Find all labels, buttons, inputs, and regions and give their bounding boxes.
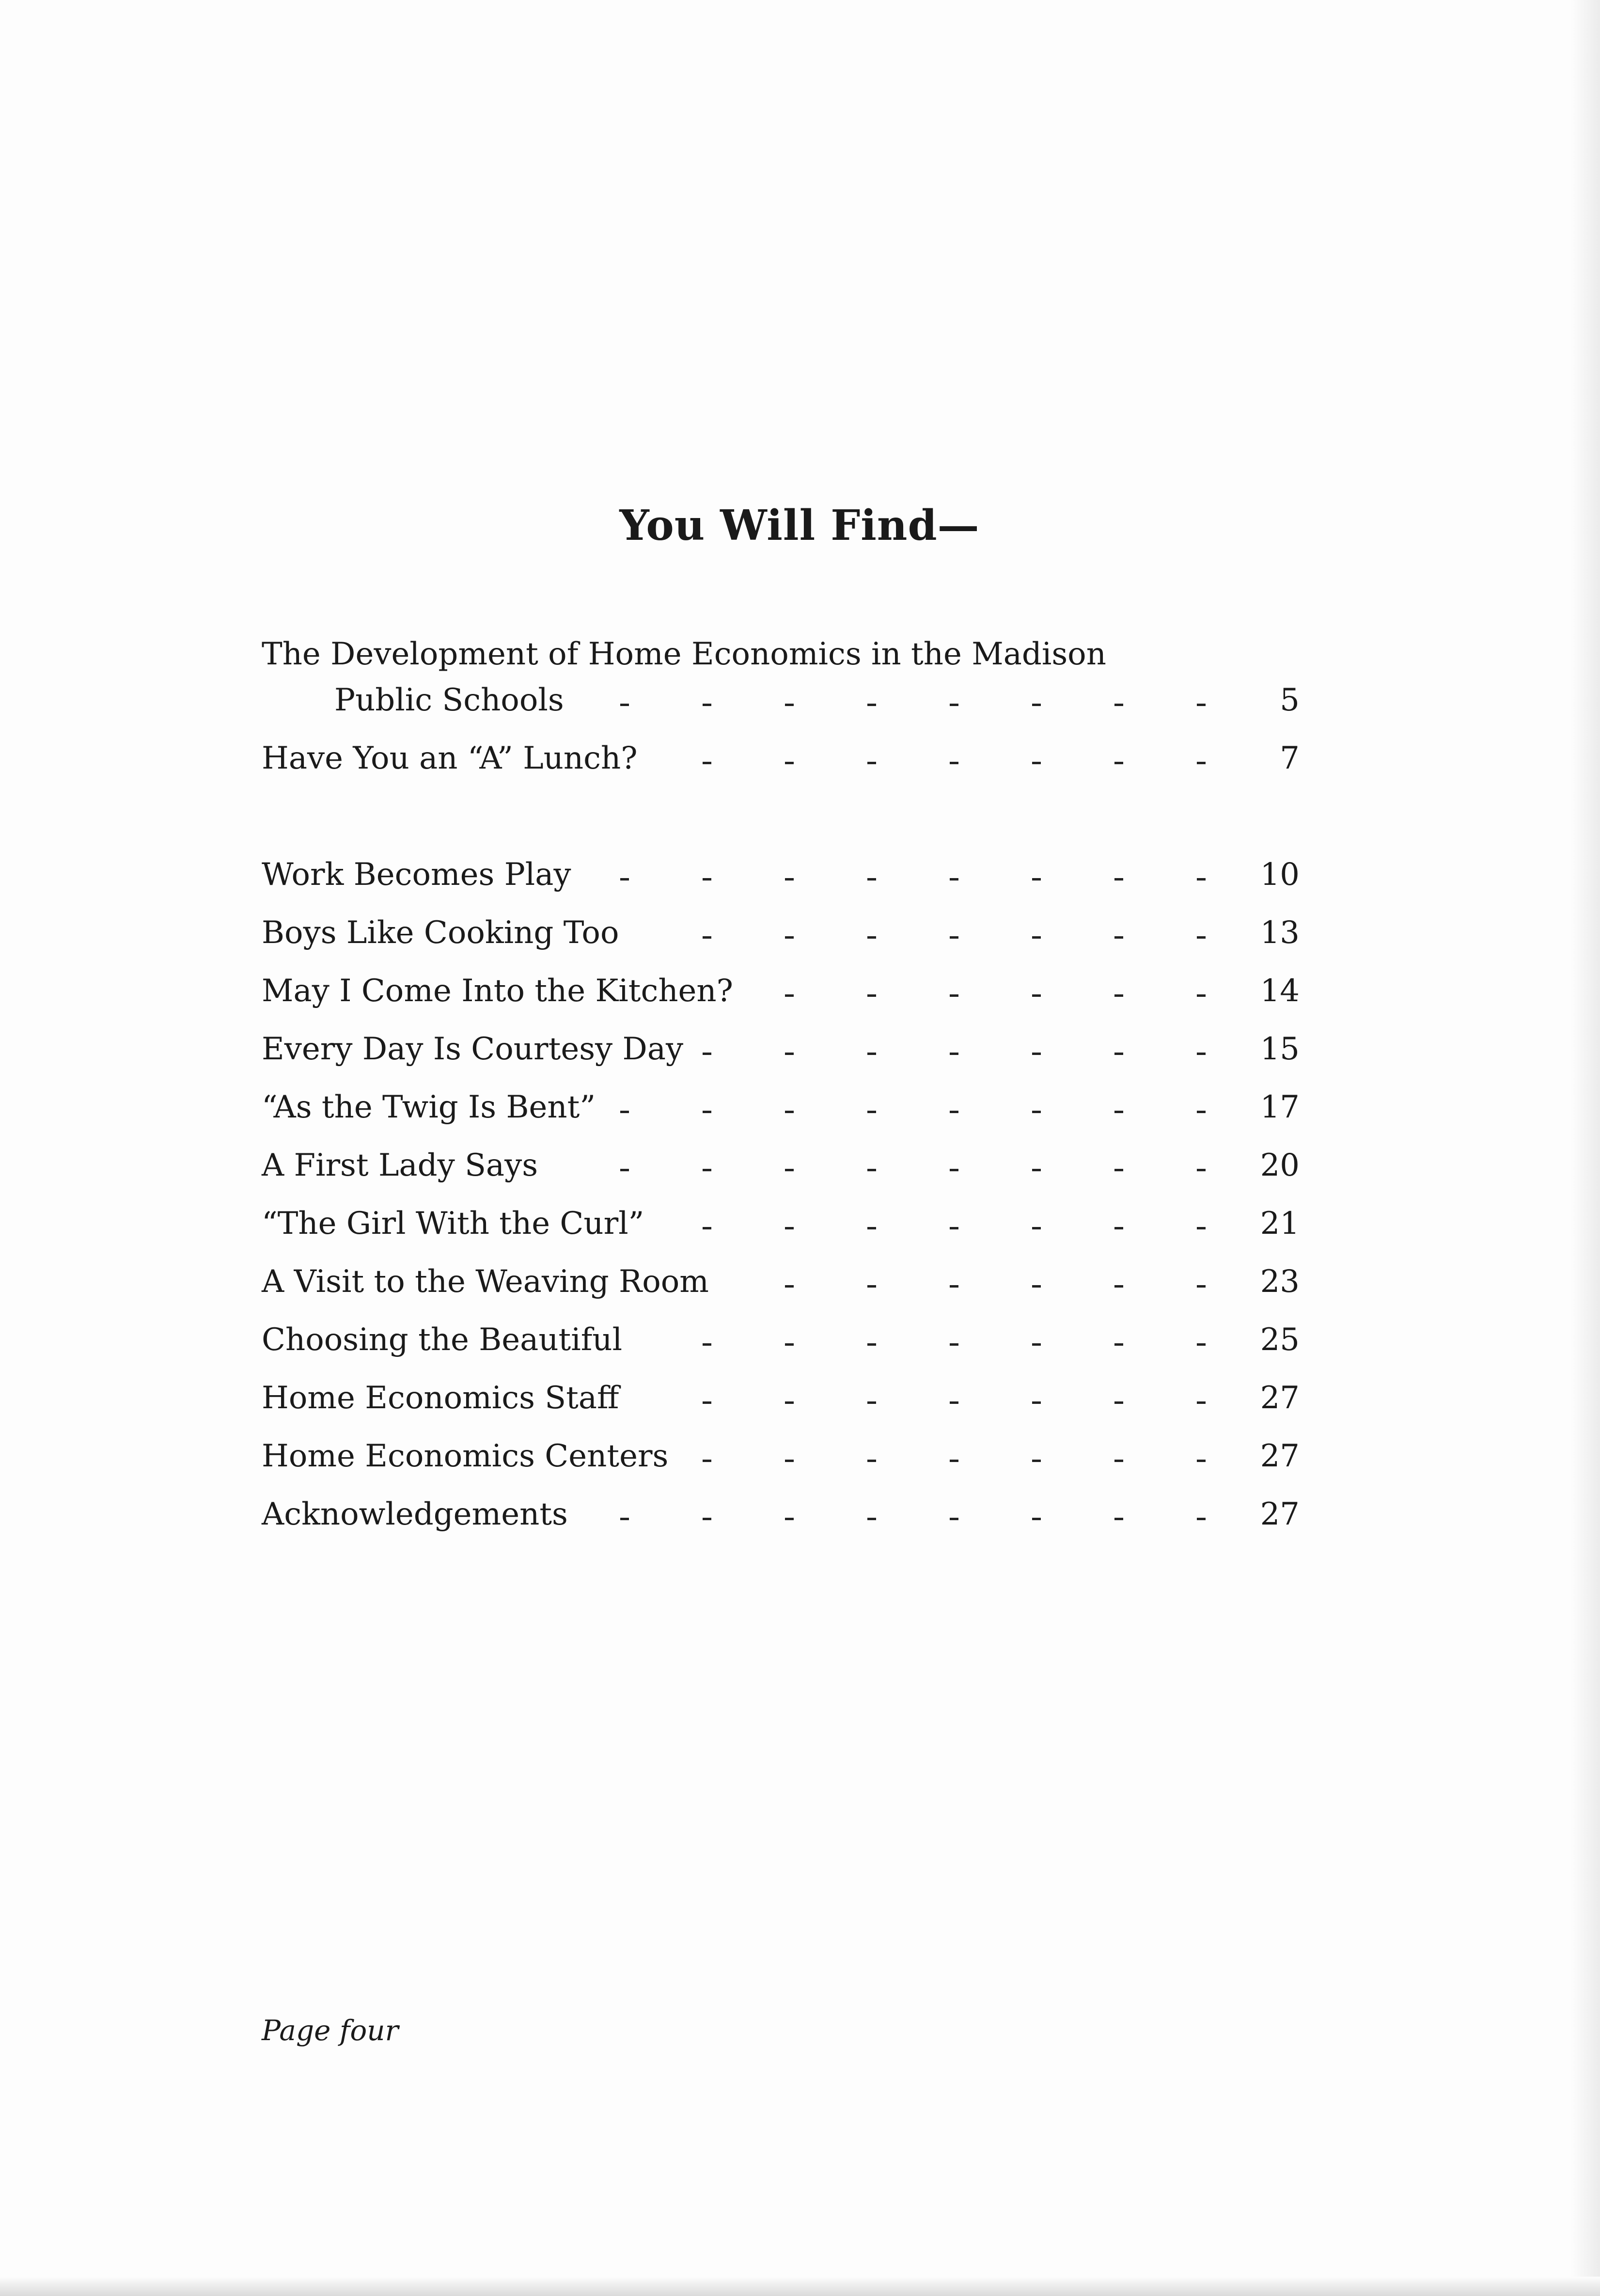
toc-entry-page-number: 15 — [1260, 1031, 1300, 1067]
leader-dash — [1114, 1401, 1123, 1404]
toc-entry-title: Work Becomes Play — [262, 857, 571, 893]
page-footer: Page four — [262, 2014, 399, 2047]
leader-dash — [620, 1169, 629, 1171]
leader-dash — [867, 1285, 876, 1288]
leader-dash — [1114, 1285, 1123, 1288]
leader-dash — [950, 1169, 958, 1171]
leader-dash — [703, 704, 711, 706]
leader-dash — [867, 1518, 876, 1520]
leader-dash — [1114, 1227, 1123, 1229]
leader-dash — [620, 1111, 629, 1113]
toc-entry — [0, 1144, 1600, 1187]
toc-entry-page-number: 27 — [1260, 1380, 1300, 1416]
toc-entry-title: The Development of Home Economics in the Madison — [262, 636, 1106, 672]
dot-leaders — [0, 1260, 1600, 1304]
leader-dash — [1114, 704, 1123, 706]
leader-dash — [867, 1111, 876, 1113]
dot-leaders — [0, 1027, 1600, 1071]
leader-dash — [1197, 994, 1206, 997]
leader-dash — [1197, 1460, 1206, 1462]
leader-dash — [785, 1285, 794, 1288]
toc-entry-title: Have You an “A” Lunch? — [262, 740, 638, 776]
leader-dash — [620, 704, 629, 706]
toc-entry — [0, 737, 1600, 780]
dot-leaders — [0, 1493, 1600, 1536]
leader-dash — [1197, 878, 1206, 881]
leader-dash — [703, 1169, 711, 1171]
dot-leaders — [0, 1318, 1600, 1362]
leader-dash — [950, 1227, 958, 1229]
leader-dash — [703, 878, 711, 881]
toc-entry-title: Home Economics Staff — [262, 1380, 619, 1416]
leader-dash — [1032, 878, 1041, 881]
toc-entry — [0, 1434, 1600, 1478]
toc-entry-title: “As the Twig Is Bent” — [262, 1089, 596, 1125]
leader-dash — [785, 1227, 794, 1229]
toc-entry-page-number: 10 — [1260, 857, 1300, 893]
leader-dash — [1114, 1053, 1123, 1055]
toc-entry-page-number: 5 — [1280, 682, 1300, 718]
dot-leaders — [0, 1085, 1600, 1129]
leader-dash — [1114, 1111, 1123, 1113]
leader-dash — [867, 1460, 876, 1462]
leader-dash — [867, 762, 876, 764]
leader-dash — [1032, 762, 1041, 764]
toc-entry-title: Home Economics Centers — [262, 1438, 669, 1474]
leader-dash — [950, 1518, 958, 1520]
toc-entry-title: A First Lady Says — [262, 1148, 538, 1183]
leader-dash — [785, 1518, 794, 1520]
toc-entry — [0, 1318, 1600, 1362]
toc-entry-page-number: 21 — [1260, 1206, 1300, 1242]
toc-entry-page-number: 17 — [1260, 1089, 1300, 1125]
leader-dash — [1032, 1111, 1041, 1113]
leader-dash — [867, 1401, 876, 1404]
leader-dash — [703, 1518, 711, 1520]
leader-dash — [867, 994, 876, 997]
leader-dash — [950, 704, 958, 706]
leader-dash — [950, 878, 958, 881]
leader-dash — [950, 1401, 958, 1404]
leader-dash — [1114, 1460, 1123, 1462]
leader-dash — [867, 704, 876, 706]
leader-dash — [950, 936, 958, 939]
leader-dash — [703, 1111, 711, 1113]
toc-entry — [0, 853, 1600, 896]
leader-dash — [1197, 1401, 1206, 1404]
dot-leaders — [0, 678, 1600, 722]
leader-dash — [620, 878, 629, 881]
leader-dash — [950, 762, 958, 764]
leader-dash — [703, 1227, 711, 1229]
toc-entry-page-number: 23 — [1260, 1264, 1300, 1300]
toc-entry-page-number: 20 — [1260, 1148, 1300, 1183]
leader-dash — [785, 704, 794, 706]
dot-leaders — [0, 969, 1600, 1013]
toc-entry-page-number: 27 — [1260, 1496, 1300, 1532]
leader-dash — [703, 1053, 711, 1055]
toc-entry — [0, 969, 1600, 1013]
toc-entry-page-number: 14 — [1260, 973, 1300, 1009]
leader-dash — [1032, 1401, 1041, 1404]
leader-dash — [785, 1460, 794, 1462]
leader-dash — [867, 1343, 876, 1346]
leader-dash — [1032, 1285, 1041, 1288]
leader-dash — [1114, 762, 1123, 764]
toc-entry — [0, 1376, 1600, 1420]
leader-dash — [1032, 1460, 1041, 1462]
page-title: You Will Find— — [619, 501, 980, 550]
leader-dash — [1197, 704, 1206, 706]
leader-dash — [867, 1169, 876, 1171]
leader-dash — [950, 1053, 958, 1055]
leader-dash — [1197, 1343, 1206, 1346]
leader-dash — [1032, 1518, 1041, 1520]
leader-dash — [785, 878, 794, 881]
toc-entry — [0, 1202, 1600, 1245]
leader-dash — [1114, 936, 1123, 939]
toc-entry-title: May I Come Into the Kitchen? — [262, 973, 733, 1009]
leader-dash — [703, 762, 711, 764]
toc-entry — [0, 1260, 1600, 1304]
toc-entry — [0, 1493, 1600, 1536]
toc-entry — [0, 911, 1600, 955]
leader-dash — [785, 936, 794, 939]
leader-dash — [1114, 1343, 1123, 1346]
leader-dash — [1032, 1169, 1041, 1171]
dot-leaders — [0, 1434, 1600, 1478]
dot-leaders — [0, 853, 1600, 896]
leader-dash — [867, 1227, 876, 1229]
dot-leaders — [0, 1202, 1600, 1245]
dot-leaders — [0, 737, 1600, 780]
leader-dash — [703, 1460, 711, 1462]
toc-entry-page-number: 27 — [1260, 1438, 1300, 1474]
leader-dash — [1032, 994, 1041, 997]
dot-leaders — [0, 1144, 1600, 1187]
leader-dash — [785, 762, 794, 764]
toc-entry — [0, 1085, 1600, 1129]
leader-dash — [1197, 1285, 1206, 1288]
leader-dash — [1197, 936, 1206, 939]
leader-dash — [785, 1343, 794, 1346]
leader-dash — [867, 878, 876, 881]
toc-entry-title: “The Girl With the Curl” — [262, 1206, 644, 1242]
leader-dash — [785, 994, 794, 997]
leader-dash — [950, 1285, 958, 1288]
leader-dash — [1197, 1111, 1206, 1113]
leader-dash — [867, 936, 876, 939]
leader-dash — [785, 1053, 794, 1055]
leader-dash — [1032, 704, 1041, 706]
leader-dash — [867, 1053, 876, 1055]
leader-dash — [785, 1401, 794, 1404]
toc-entry-title: Acknowledgements — [262, 1496, 568, 1532]
leader-dash — [1197, 1169, 1206, 1171]
leader-dash — [1114, 1169, 1123, 1171]
leader-dash — [950, 1460, 958, 1462]
leader-dash — [1197, 1227, 1206, 1229]
toc-entry-title-continued: Public Schools — [334, 682, 564, 718]
toc-entry-page-number: 25 — [1260, 1322, 1300, 1358]
leader-dash — [950, 1343, 958, 1346]
toc-entry-title: Every Day Is Courtesy Day — [262, 1031, 684, 1067]
leader-dash — [1032, 1343, 1041, 1346]
dot-leaders — [0, 911, 1600, 955]
leader-dash — [1197, 1053, 1206, 1055]
toc-entry — [0, 632, 1600, 724]
leader-dash — [1032, 936, 1041, 939]
leader-dash — [785, 1111, 794, 1113]
leader-dash — [620, 1518, 629, 1520]
leader-dash — [1032, 1227, 1041, 1229]
leader-dash — [785, 1169, 794, 1171]
leader-dash — [1032, 1053, 1041, 1055]
leader-dash — [1197, 1518, 1206, 1520]
leader-dash — [703, 936, 711, 939]
toc-entry — [0, 1027, 1600, 1071]
toc-entry-title: Choosing the Beautiful — [262, 1322, 623, 1358]
leader-dash — [1114, 878, 1123, 881]
toc-entry-page-number: 7 — [1280, 740, 1300, 776]
leader-dash — [1114, 1518, 1123, 1520]
leader-dash — [703, 1343, 711, 1346]
toc-entry-title: A Visit to the Weaving Room — [262, 1264, 709, 1300]
dot-leaders — [0, 1376, 1600, 1420]
leader-dash — [1114, 994, 1123, 997]
toc-entry-title: Boys Like Cooking Too — [262, 915, 619, 951]
leader-dash — [950, 1111, 958, 1113]
leader-dash — [703, 1401, 711, 1404]
leader-dash — [1197, 762, 1206, 764]
leader-dash — [950, 994, 958, 997]
toc-entry-page-number: 13 — [1260, 915, 1300, 951]
